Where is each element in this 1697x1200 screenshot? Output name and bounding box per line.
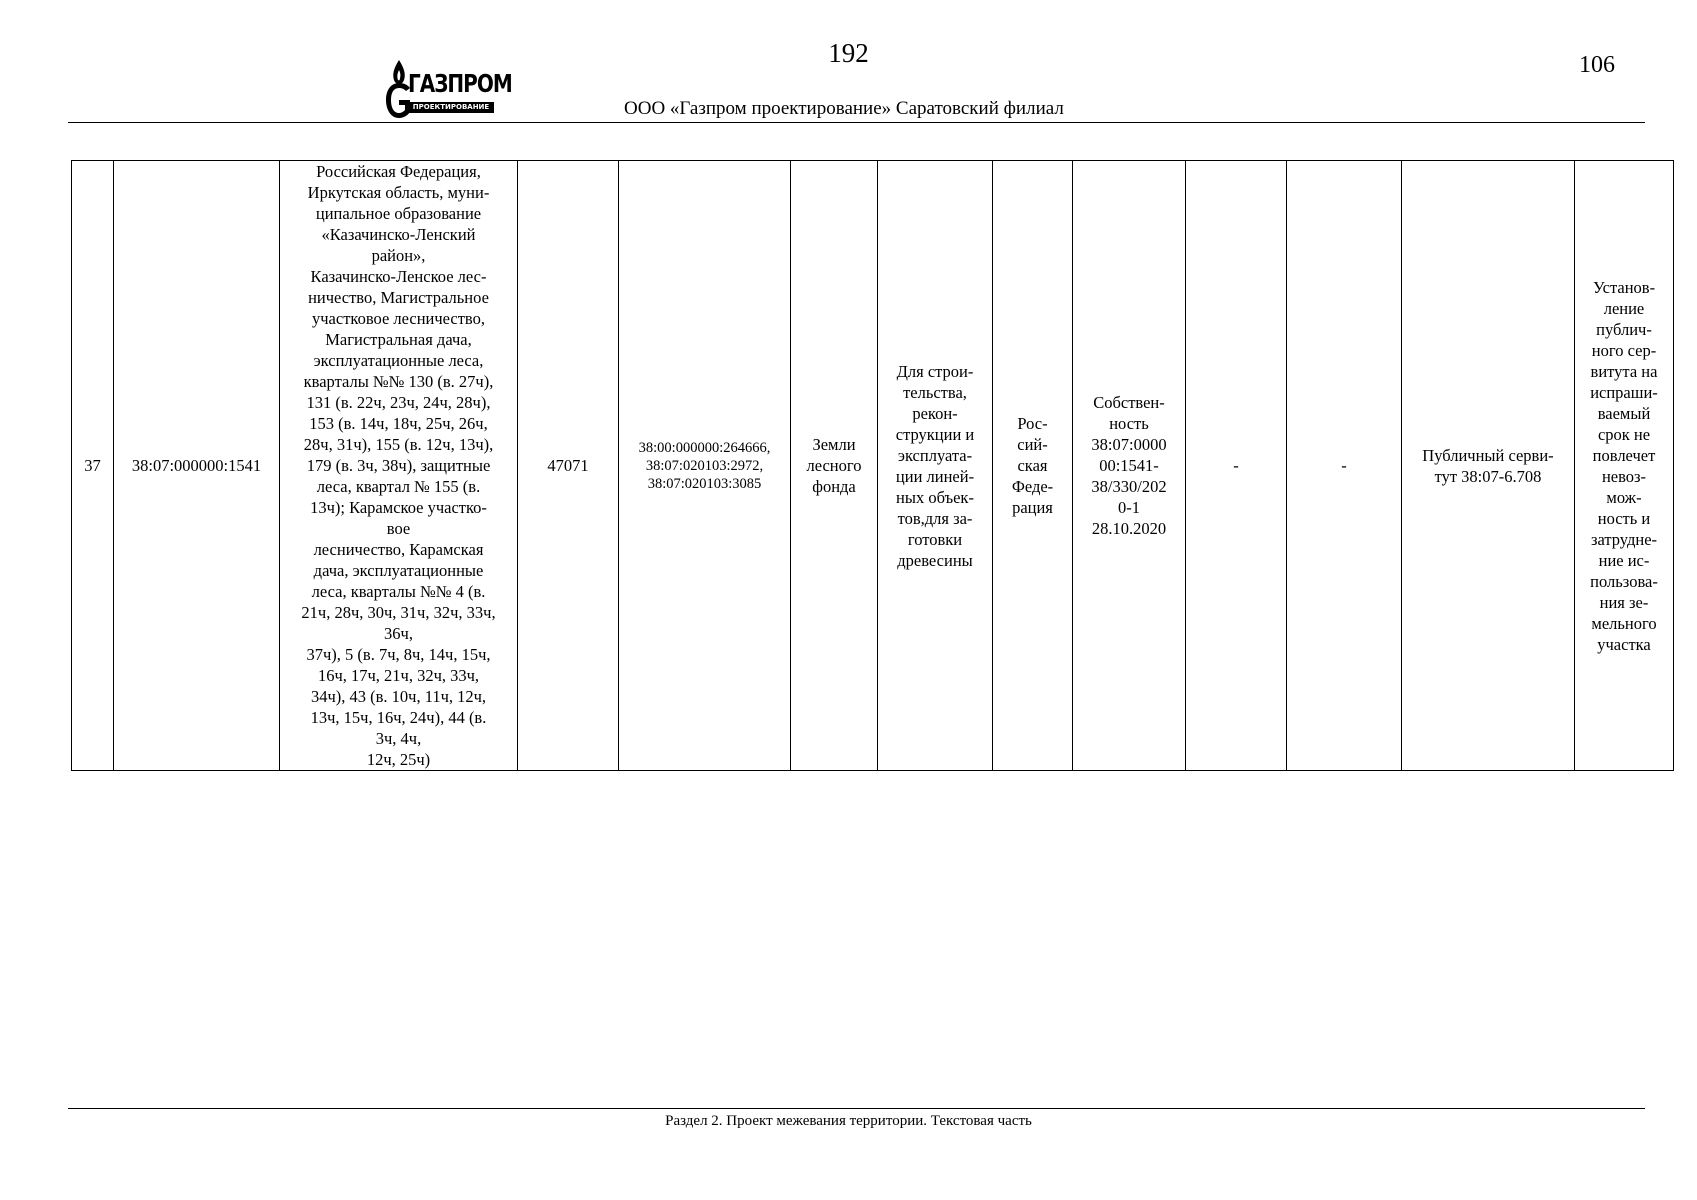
logo-wordmark: ГАЗПРОМ (408, 68, 512, 98)
encumbrance-cell: Публичный серви- тут 38:07-6.708 (1402, 161, 1575, 771)
note-cell: Установ- ление публич- ного сер- витута на испраши- ваемый срок не повлечет невоз- мож- ность и затрудне- ние ис- пользова- ния зе- мельного участка (1575, 161, 1674, 771)
cadastral-number-cell: 38:07:000000:1541 (114, 161, 280, 771)
land-plot-table (71, 160, 1674, 771)
related-numbers-cell: 38:00:000000:264666, 38:07:020103:2972, 38:07:020103:3085 (619, 161, 791, 771)
footer-divider (68, 1108, 1645, 1109)
owner-cell: Рос- сий- ская Феде- рация (993, 161, 1073, 771)
logo-subtitle: ПРОЕКТИРОВАНИЕ (408, 102, 494, 113)
right-cell: Собствен- ность 38:07:0000 00:1541- 38/330/202 0-1 28.10.2020 (1073, 161, 1186, 771)
address-cell: Российская Федерация, Иркутская область, муни- ципальное образование «Казачинско-Ленский район», Казачинско-Ленское лес- ничество, Магистральное участковое лесничество, Магистральная дача, эксплуатационные леса, кварталы №№ 130 (в. 27ч), 131 (в. 22ч, 23ч, 24ч, 28ч), 153 (в. 14ч, 18ч, 25ч, 26ч, 28ч, 31ч), 155 (в. 12ч, 13ч), 179 (в. 3ч, 38ч), защитные леса, квартал № 155 (в. 13ч); Карамское участко- вое лесничество, Карамская дача, эксплуатационные леса, кварталы №№ 4 (в. 21ч, 28ч, 30ч, 31ч, 32ч, 33ч, 36ч, 37ч), 5 (в. 7ч, 8ч, 14ч, 15ч, 16ч, 17ч, 21ч, 32ч, 33ч, 34ч), 43 (в. 10ч, 11ч, 12ч, 13ч, 15ч, 16ч, 24ч), 44 (в. 3ч, 4ч, 12ч, 25ч) (280, 161, 518, 771)
dash-cell-2: - (1287, 161, 1402, 771)
header-divider (68, 122, 1645, 123)
page-number-center: 192 (828, 38, 869, 68)
row-number-cell: 37 (72, 161, 114, 771)
company-logo (384, 58, 512, 120)
dash-cell-1: - (1186, 161, 1287, 771)
footer-text: Раздел 2. Проект межевания территории. Текстовая часть (665, 1113, 1032, 1129)
area-cell: 47071 (518, 161, 619, 771)
page-number-right: 106 (1579, 52, 1615, 78)
organization-title: ООО «Газпром проектирование» Саратовский филиал (624, 98, 1064, 119)
table-row (72, 161, 1674, 771)
permitted-use-cell: Для строи- тельства, рекон- струкции и эксплуата- ции линей- ных объек- тов,для за- готовки древесины (878, 161, 993, 771)
land-category-cell: Земли лесного фонда (791, 161, 878, 771)
